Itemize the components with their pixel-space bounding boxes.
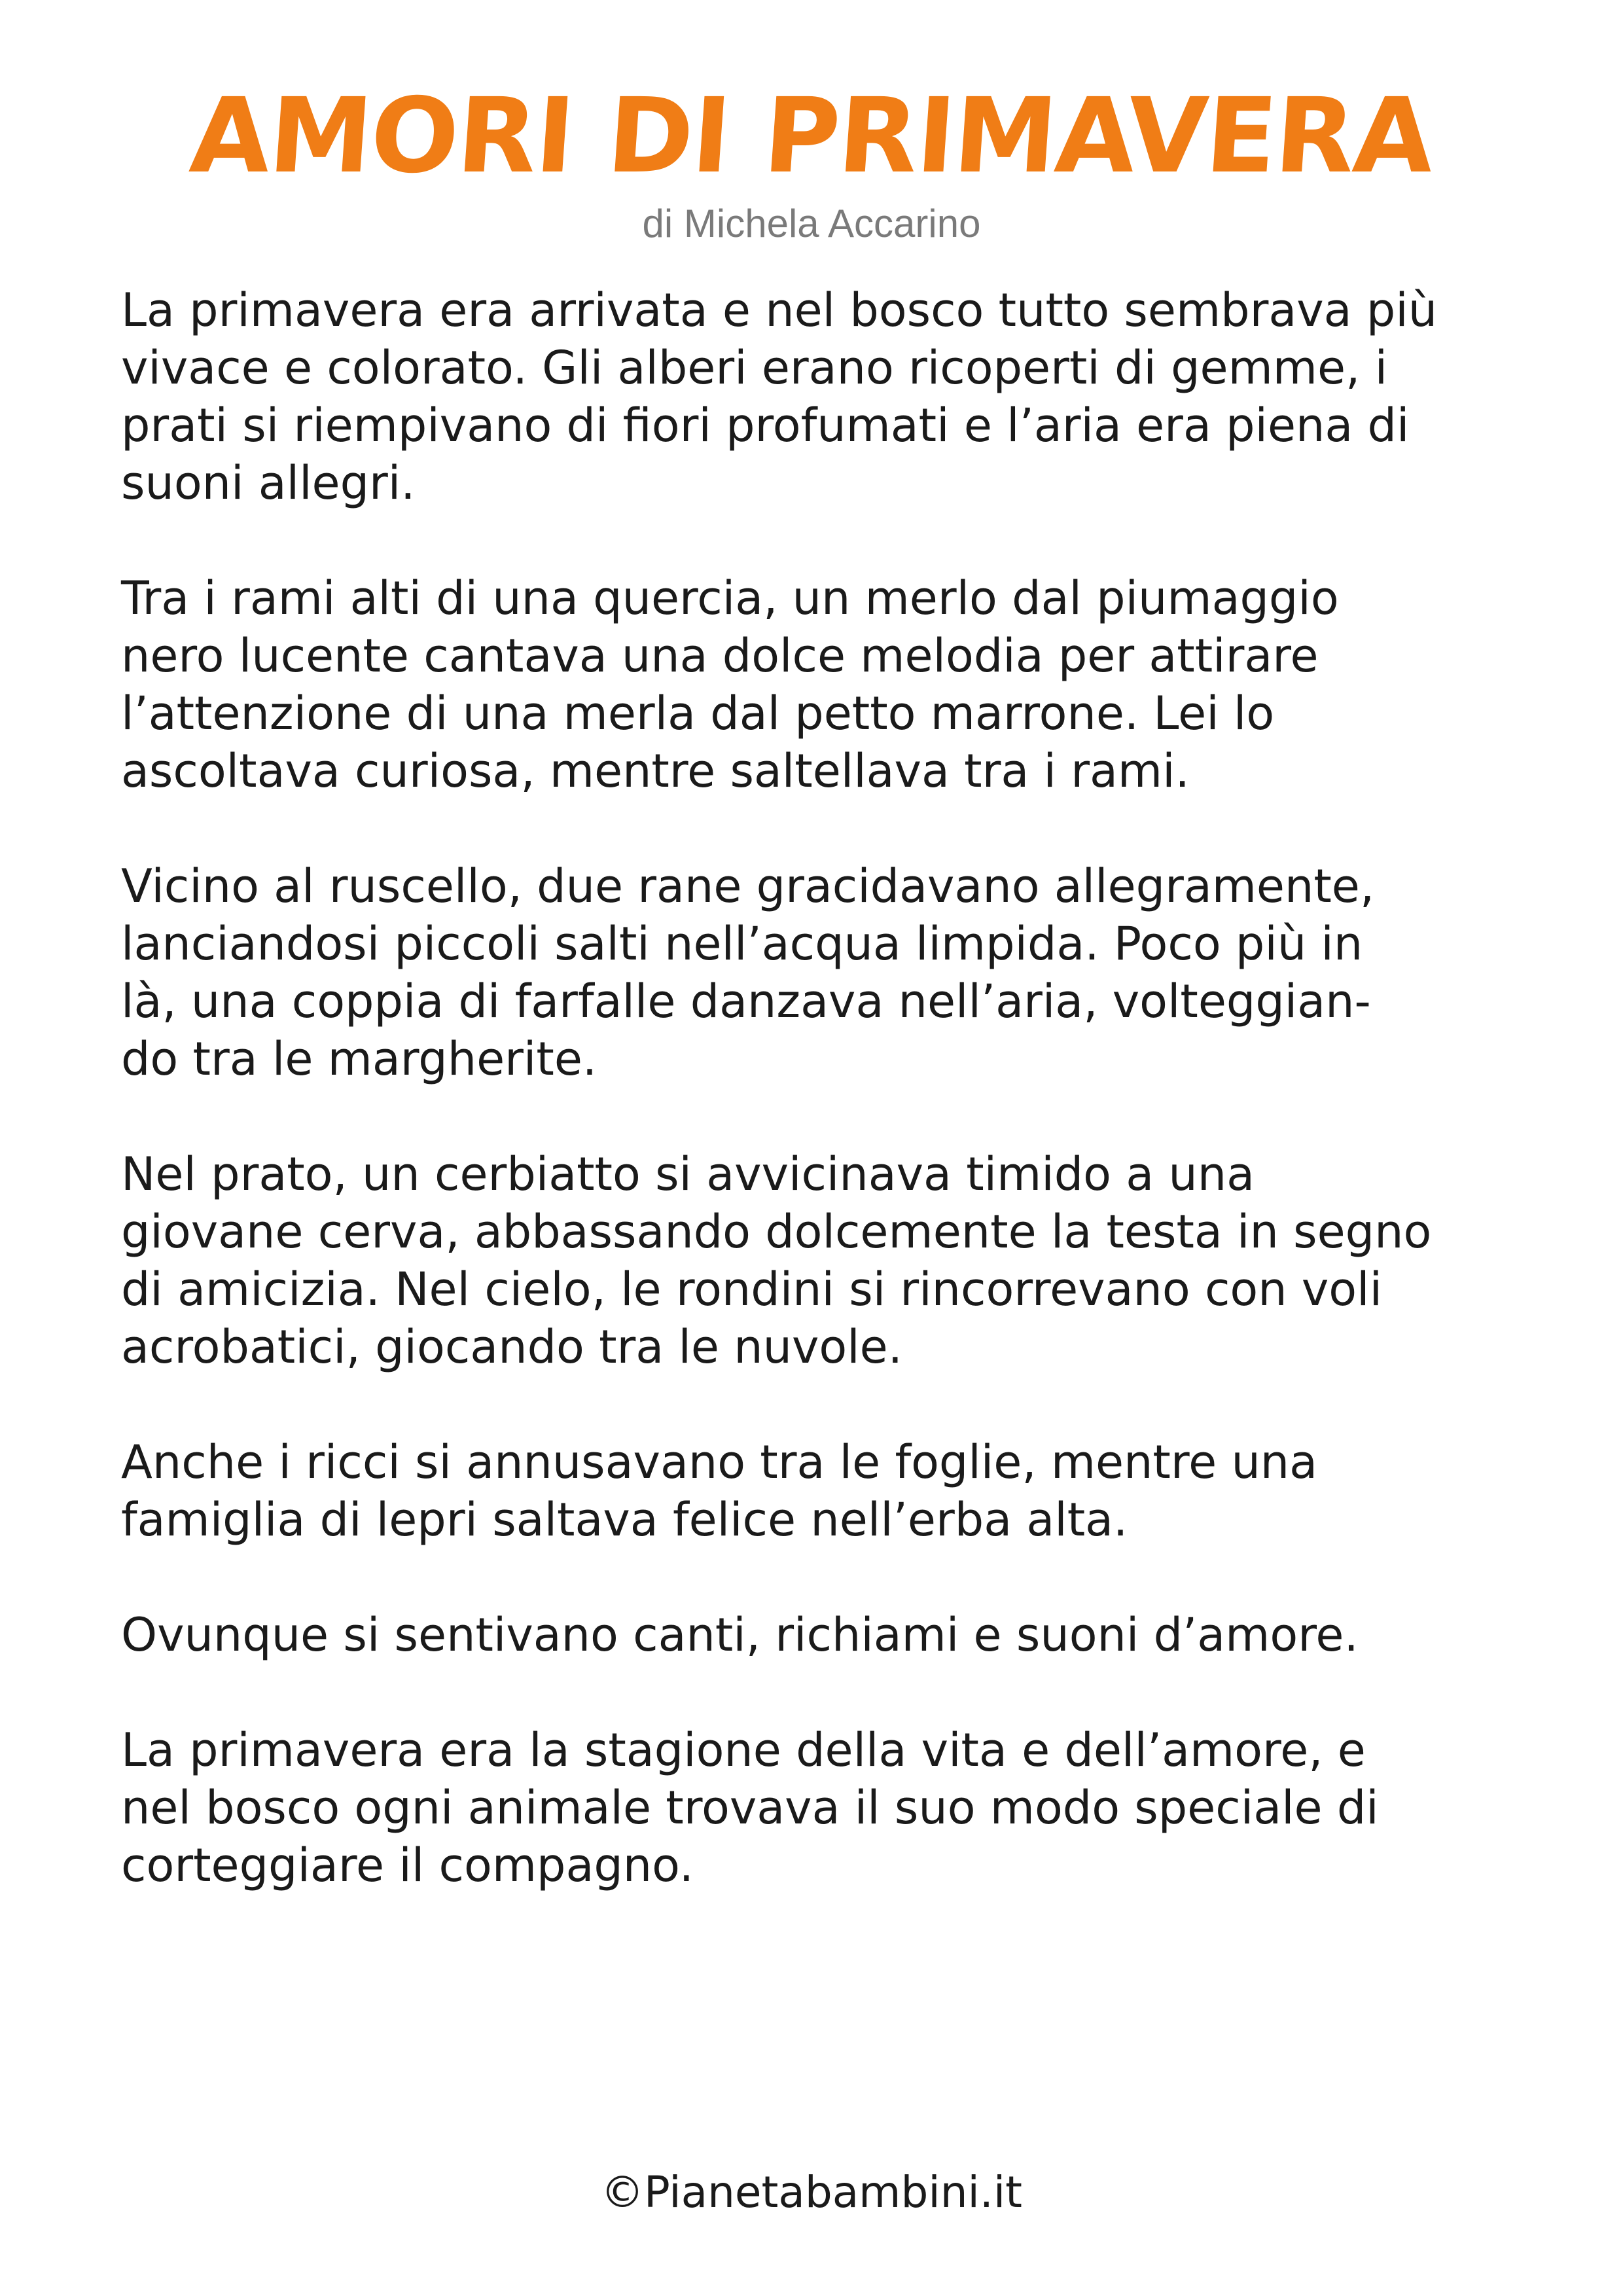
story-paragraph-3 [121, 857, 1522, 1088]
story-line: lanciandosi piccoli salti nell’acqua limpida. Poco più in [121, 917, 1363, 971]
story-line: Ovunque si sentivano canti, richiami e suoni d’amore. [121, 1608, 1359, 1662]
story-line: Nel prato, un cerbiatto si avvicinava timido a una [121, 1147, 1255, 1201]
story-line: l’attenzione di una merla dal petto marrone. Lei lo [121, 687, 1275, 740]
story-line: corteggiare il compagno. [121, 1839, 694, 1892]
story-line: ascoltava curiosa, mentre saltellava tra i rami. [121, 744, 1190, 798]
story-line: là, una coppia di farfalle danzava nell’aria, volteggian- [121, 975, 1371, 1028]
story-line: giovane cerva, abbassando dolcemente la testa in segno [121, 1205, 1432, 1259]
story-paragraph-7 [121, 1721, 1522, 1894]
story-paragraph-5 [121, 1433, 1522, 1549]
story-line: di amicizia. Nel cielo, le rondini si rincorrevano con voli [121, 1263, 1383, 1316]
story-line: do tra le margherite. [121, 1032, 597, 1086]
story-line: Tra i rami alti di una quercia, un merlo dal piumaggio [121, 571, 1339, 625]
story-paragraph-6 [121, 1606, 1522, 1664]
copyright-footer: ©Pianetabambini.it [600, 2167, 1023, 2217]
story-line: prati si riempivano di fiori profumati e l’aria era piena di [121, 399, 1410, 452]
page-title: AMORI DI PRIMAVERA [186, 76, 1437, 196]
story-paragraph-2 [121, 569, 1522, 800]
story-paragraph-1 [121, 281, 1522, 512]
story-paragraph-4 [121, 1145, 1522, 1376]
story-line: suoni allegri. [121, 456, 416, 510]
story-line: Vicino al ruscello, due rane gracidavano allegramente, [121, 859, 1375, 913]
story-line: La primavera era arrivata e nel bosco tutto sembrava più [121, 283, 1438, 337]
story-line: La primavera era la stagione della vita e dell’amore, e [121, 1723, 1366, 1777]
story-line: acrobatici, giocando tra le nuvole. [121, 1320, 902, 1374]
story-line: nel bosco ogni animale trovava il suo modo speciale di [121, 1781, 1379, 1835]
story-line: famiglia di lepri saltava felice nell’erba alta. [121, 1493, 1128, 1547]
story-line: nero lucente cantava una dolce melodia per attirare [121, 629, 1319, 683]
author-byline: di Michela Accarino [642, 202, 981, 245]
story-line: Anche i ricci si annusavano tra le foglie, mentre una [121, 1435, 1318, 1489]
story-body [121, 281, 1522, 1952]
story-line: vivace e colorato. Gli alberi erano ricoperti di gemme, i [121, 341, 1388, 395]
